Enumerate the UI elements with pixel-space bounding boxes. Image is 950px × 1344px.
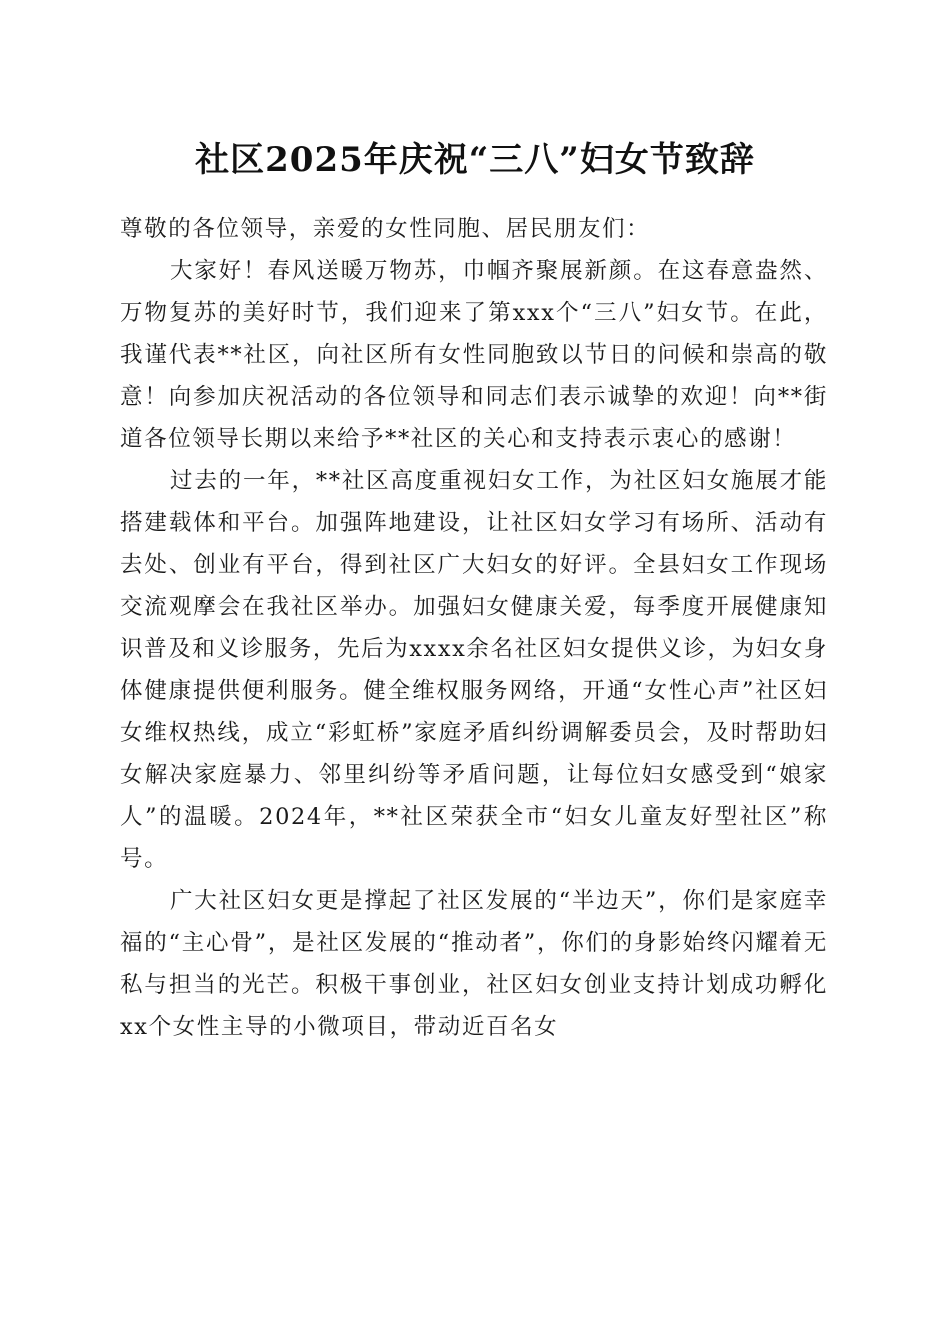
paragraph-achievements: 过去的一年，**社区高度重视妇女工作，为社区妇女施展才能搭建载体和平台。加强阵地建设，让社区妇女学习有场所、活动有去处、创业有平台，得到社区广大妇女的好评。全县妇女工作现场交流观摩会在我社区举办。加强妇女健康关爱，每季度开展健康知识普及和义诊服务，先后为xxxx余名社区妇女提供义诊，为妇女身体健康提供便利服务。健全维权服务网络，开通“女性心声”社区妇女维权热线，成立“彩虹桥”家庭矛盾纠纷调解委员会，及时帮助妇女解决家庭暴力、邻里纠纷等矛盾问题，让每位妇女感受到“娘家人”的温暖。2024年，**社区荣获全市“妇女儿童友好型社区”称号。	[120, 468, 828, 872]
salutation: 尊敬的各位领导，亲爱的女性同胞、居民朋友们：	[120, 216, 651, 242]
paragraph-greeting: 大家好！春风送暖万物苏，巾帼齐聚展新颜。在这春意盎然、万物复苏的美好时节，我们迎来了第xxx个“三八”妇女节。在此，我谨代表**社区，向社区所有女性同胞致以节日的问候和崇高的敬意！向参加庆祝活动的各位领导和同志们表示诚挚的欢迎！向**街道各位领导长期以来给予**社区的关心和支持表示衷心的感谢！	[120, 258, 828, 452]
paragraph-women-contribution: 广大社区妇女更是撑起了社区发展的“半边天”，你们是家庭幸福的“主心骨”，是社区发展的“推动者”，你们的身影始终闪耀着无私与担当的光芒。积极干事创业，社区妇女创业支持计划成功孵化xx个女性主导的小微项目，带动近百名女	[120, 888, 828, 1040]
document-body	[120, 208, 828, 1048]
document-title: 社区2025年庆祝“三八”妇女节致辞	[195, 140, 755, 180]
